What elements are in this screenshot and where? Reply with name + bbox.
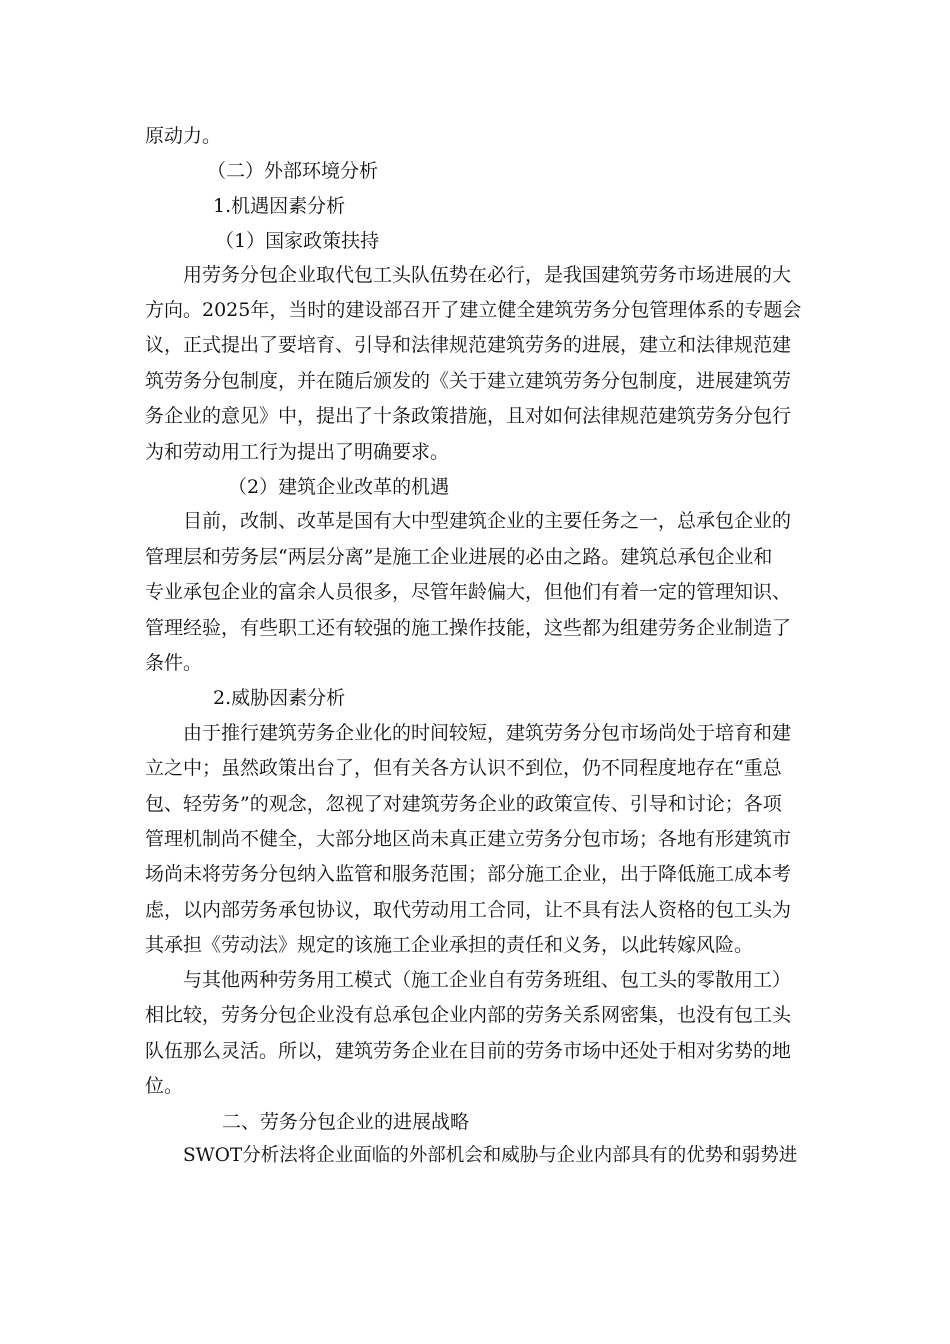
subsection-heading: （2）建筑企业改革的机遇	[228, 476, 450, 498]
paragraph-line: 目前，改制、改革是国有大中型建筑企业的主要任务之一，总承包企业的	[183, 510, 792, 532]
paragraph-line: 原动力。	[145, 125, 222, 147]
paragraph-line: 管理机制尚不健全，大部分地区尚未真正建立劳务分包市场；各地有形建筑市	[145, 828, 792, 850]
paragraph-line: 与其他两种劳务用工模式（施工企业自有劳务班组、包工头的零散用工）	[183, 969, 792, 991]
paragraph-line: 专业承包企业的富余人员很多，尽管年龄偏大，但他们有着一定的管理知识、	[145, 581, 792, 603]
paragraph-line: 务企业的意见》中，提出了十条政策措施，且对如何法律规范建筑劳务分包行	[145, 405, 792, 427]
paragraph-line: 由于推行建筑劳务企业化的时间较短，建筑劳务分包市场尚处于培育和建	[183, 722, 792, 744]
paragraph-line: 管理经验，有些职工还有较强的施工操作技能，这些都为组建劳务企业制造了	[145, 617, 792, 639]
paragraph-line: 相比较，劳务分包企业没有总承包企业内部的劳务关系网密集，也没有包工头	[145, 1004, 792, 1026]
paragraph-line: 位。	[145, 1075, 184, 1097]
paragraph-line: 管理层和劳务层“两层分离”是施工企业进展的必由之路。建筑总承包企业和	[145, 546, 773, 568]
paragraph-line: 其承担《劳动法》规定的该施工企业承担的责任和义务，以此转嫁风险。	[145, 934, 754, 956]
paragraph-line: 方向。2025年，当时的建设部召开了建立健全建筑劳务分包管理体系的专题会	[145, 299, 802, 321]
paragraph-line: SWOT分析法将企业面临的外部机会和威胁与企业内部具有的优势和弱势进	[183, 1145, 798, 1166]
paragraph-line: 虑，以内部劳务承包协议，取代劳动用工合同，让不具有法人资格的包工头为	[145, 899, 792, 921]
section-heading: 二、劳务分包企业的进展战略	[222, 1111, 470, 1133]
subsection-heading: 1.机遇因素分析	[213, 195, 346, 217]
paragraph-line: 场尚未将劳务分包纳入监管和服务范围；部分施工企业，出于降低施工成本考	[145, 863, 792, 885]
subsection-heading: （1）国家政策扶持	[215, 230, 380, 252]
paragraph-line: 立之中；虽然政策出台了，但有关各方认识不到位，仍不同程度地存在“重总	[145, 757, 782, 779]
paragraph-line: 队伍那么灵活。所以，建筑劳务企业在目前的劳务市场中还处于相对劣势的地	[145, 1040, 792, 1062]
paragraph-line: 议，正式提出了要培育、引导和法律规范建筑劳务的进展，建立和法律规范建	[145, 334, 792, 356]
paragraph-line: 筑劳务分包制度，并在随后颁发的《关于建立建筑劳务分包制度，进展建筑劳	[145, 370, 792, 392]
paragraph-line: 包、轻劳务”的观念，忽视了对建筑劳务企业的政策宣传、引导和讨论；各项	[145, 793, 782, 815]
section-heading: （二）外部环境分析	[207, 160, 379, 182]
subsection-heading: 2.威胁因素分析	[213, 687, 346, 709]
paragraph-line: 用劳务分包企业取代包工头队伍势在必行，是我国建筑劳务市场进展的大	[183, 264, 792, 286]
paragraph-line: 条件。	[145, 652, 203, 674]
paragraph-line: 为和劳动用工行为提出了明确要求。	[145, 441, 450, 463]
